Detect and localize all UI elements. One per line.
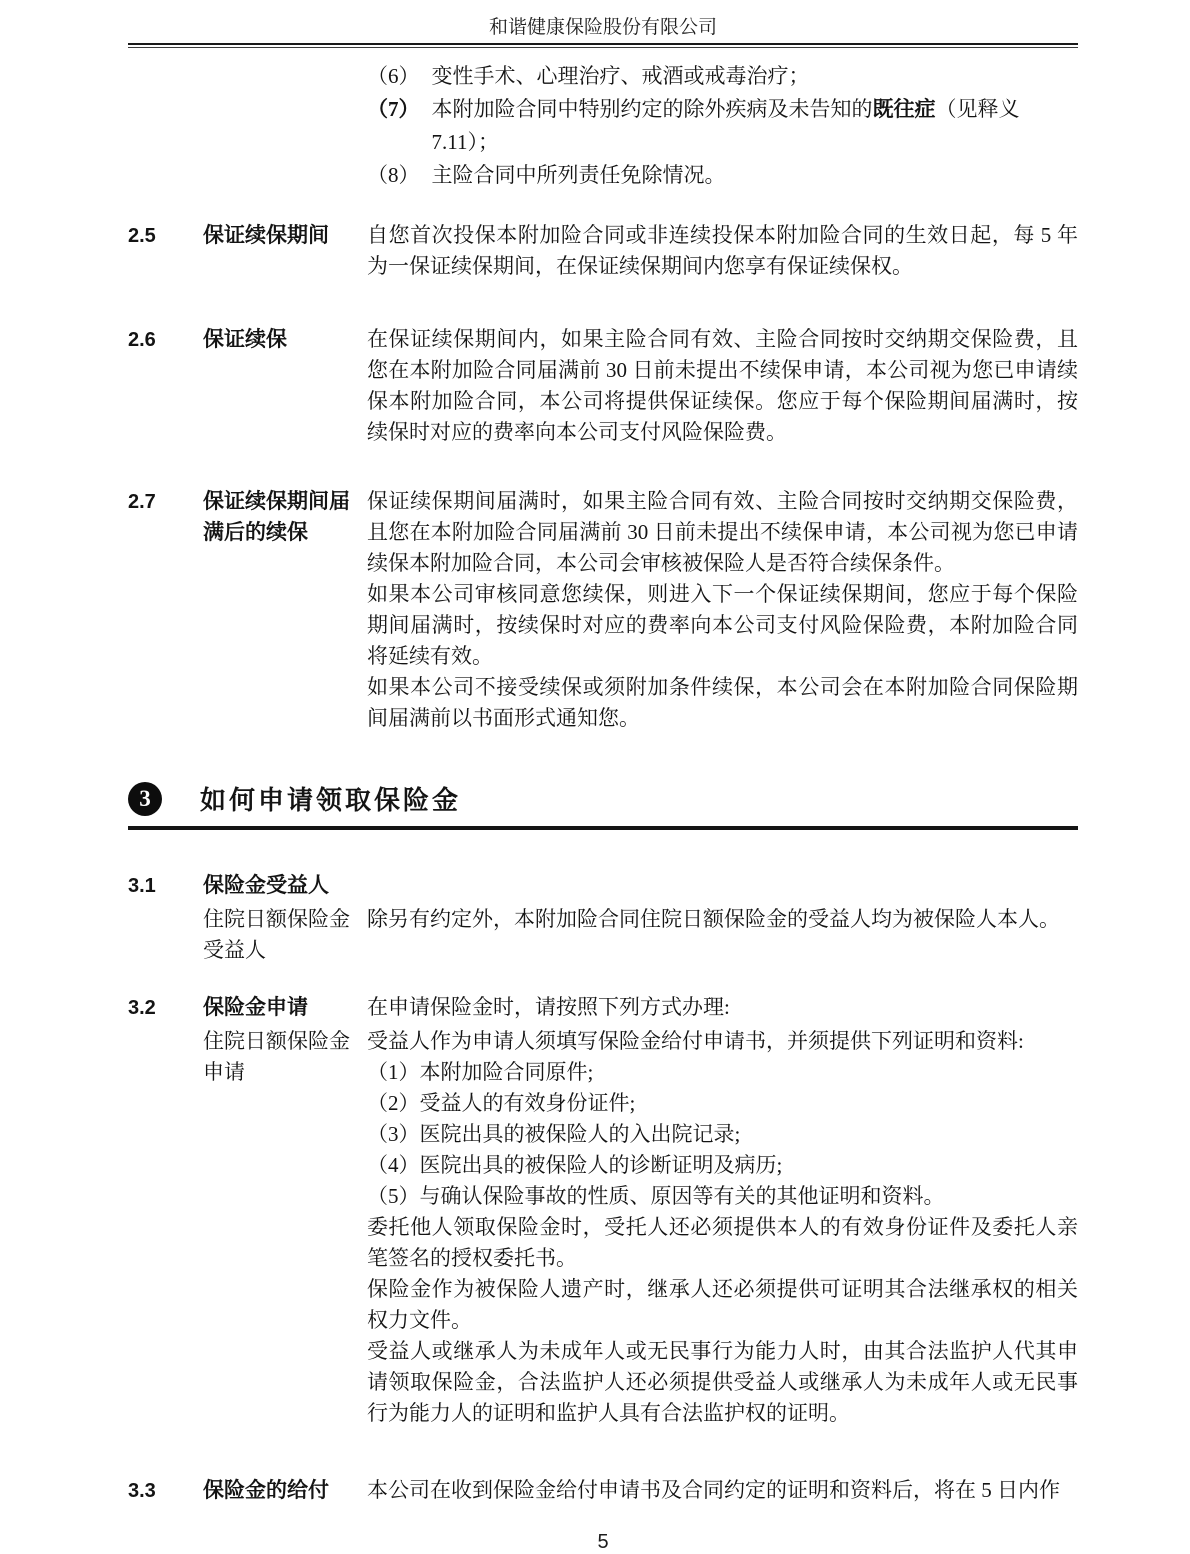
section-number: 2.5 [128, 225, 156, 247]
list-item [367, 60, 1078, 93]
list-item: （5）与确认保险事故的性质、原因等有关的其他证明和资料。 [367, 1184, 945, 1208]
header-rule [128, 43, 1078, 48]
company-name: 和谐健康保险股份有限公司 [488, 17, 717, 38]
paragraph: 委托他人领取保险金时，受托人还必须提供本人的有效身份证件及委托人亲笔签名的授权委托书。 [367, 1215, 1078, 1270]
section-number: 2.6 [128, 329, 156, 351]
section-body [367, 1026, 1078, 1429]
list-item-marker: （8） [367, 163, 420, 187]
list-item: （3）医院出具的被保险人的入出院记录; [367, 1122, 741, 1146]
section-3-3 [128, 1475, 1078, 1507]
section-number: 3.3 [128, 1480, 156, 1502]
section-sublabel: 住院日额保险金受益人 [203, 907, 350, 962]
list-item-text: 主险合同中所列责任免除情况。 [431, 163, 726, 187]
section-label: 保险金的给付 [203, 1478, 329, 1502]
list-item-text-suffix: （见释义 7.11）； [431, 97, 1020, 154]
paragraph: 自您首次投保本附加险合同或非连续投保本附加险合同的生效日起，每 5 年为一保证续保期间，在保证续保期间内您享有保证续保权。 [367, 223, 1078, 278]
chapter-number-badge: 3 [128, 782, 162, 816]
paragraph: 除另有约定外，本附加险合同住院日额保险金的受益人均为被保险人本人。 [367, 907, 1060, 931]
list-item-marker: （6） [367, 64, 420, 88]
section-body [367, 904, 1078, 966]
paragraph: 本公司在收到保险金给付申请书及合同约定的证明和资料后，将在 5 日内作 [367, 1478, 1060, 1502]
section-content [203, 992, 1078, 1429]
page-number: 5 [597, 1531, 609, 1553]
section-3-1 [128, 870, 1078, 966]
section-2-7 [128, 486, 1078, 734]
list-item: （4）医院出具的被保险人的诊断证明及病历; [367, 1153, 783, 1177]
list-item [367, 159, 1078, 192]
section-body [367, 220, 1078, 282]
paragraph: 受益人作为申请人须填写保险金给付申请书，并须提供下列证明和资料: [367, 1029, 1024, 1053]
chapter-title: 如何申请领取保险金 [200, 786, 462, 815]
section-number: 3.1 [128, 875, 156, 897]
section-label: 保证续保 [203, 327, 287, 351]
page-header [128, 16, 1078, 48]
section-heading [203, 992, 1078, 1023]
chapter-3-heading [128, 780, 1078, 817]
section-label: 保险金受益人 [203, 873, 329, 897]
section-number: 2.7 [128, 491, 156, 513]
section-sub-row [203, 904, 1078, 966]
section-content [203, 870, 1078, 966]
section-intro: 在申请保险金时，请按照下列方式办理: [367, 995, 730, 1019]
list-item-marker: （7） [367, 97, 420, 121]
paragraph: 保证续保期间届满时，如果主险合同有效、主险合同按时交纳期交保险费，且您在本附加险合同届满前 30 日前未提出不续保申请，本公司视为您已申请续保本附加险合同，本公司会审核被保险人是否符合续保条件。 [367, 489, 1078, 575]
paragraph: 如果本公司不接受续保或须附加条件续保，本公司会在本附加险合同保险期间届满前以书面形式通知您。 [367, 675, 1078, 730]
section-heading [203, 870, 1078, 901]
list-item-text-prefix: 本附加险合同中特别约定的除外疾病及未告知的 [431, 97, 873, 121]
list-item-text: 变性手术、心理治疗、戒酒或戒毒治疗； [431, 64, 810, 88]
list-item: （1）本附加险合同原件; [367, 1060, 594, 1084]
section-label: 保险金申请 [203, 995, 308, 1019]
paragraph: 如果本公司审核同意您续保，则进入下一个保证续保期间，您应于每个保险期间届满时，按续保时对应的费率向本公司支付风险保险费，本附加险合同将延续有效。 [367, 582, 1078, 668]
section-body [367, 1475, 1078, 1507]
page-footer [128, 1531, 1078, 1554]
bold-term: 既往症 [872, 97, 936, 121]
section-body [367, 486, 1078, 734]
section-body [367, 324, 1078, 448]
paragraph: 受益人或继承人为未成年人或无民事行为能力人时，由其合法监护人代其申请领取保险金，合法监护人还必须提供受益人或继承人为未成年人或无民事行为能力人的证明和监护人具有合法监护权的证明。 [367, 1339, 1078, 1425]
section-sub-row [203, 1026, 1078, 1429]
list-item-text [432, 93, 1079, 159]
section-label: 保证续保期间 [203, 223, 329, 247]
section-sublabel: 住院日额保险金申请 [203, 1029, 350, 1084]
chapter-rule [128, 826, 1078, 830]
section-3-2 [128, 992, 1078, 1429]
exclusion-list [367, 60, 1078, 192]
section-label: 保证续保期间届满后的续保 [203, 489, 350, 544]
section-2-5 [128, 220, 1078, 282]
list-item [367, 93, 1078, 159]
paragraph: 保险金作为被保险人遗产时，继承人还必须提供可证明其合法继承权的相关权力文件。 [367, 1277, 1078, 1332]
list-item: （2）受益人的有效身份证件; [367, 1091, 636, 1115]
section-2-6 [128, 324, 1078, 448]
section-number: 3.2 [128, 997, 156, 1019]
paragraph: 在保证续保期间内，如果主险合同有效、主险合同按时交纳期交保险费，且您在本附加险合同届满前 30 日前未提出不续保申请，本公司视为您已申请续保本附加险合同，本公司将提供保证续保。您应于每个保险期间届满时，按续保时对应的费率向本公司支付风险保险费。 [367, 327, 1078, 444]
